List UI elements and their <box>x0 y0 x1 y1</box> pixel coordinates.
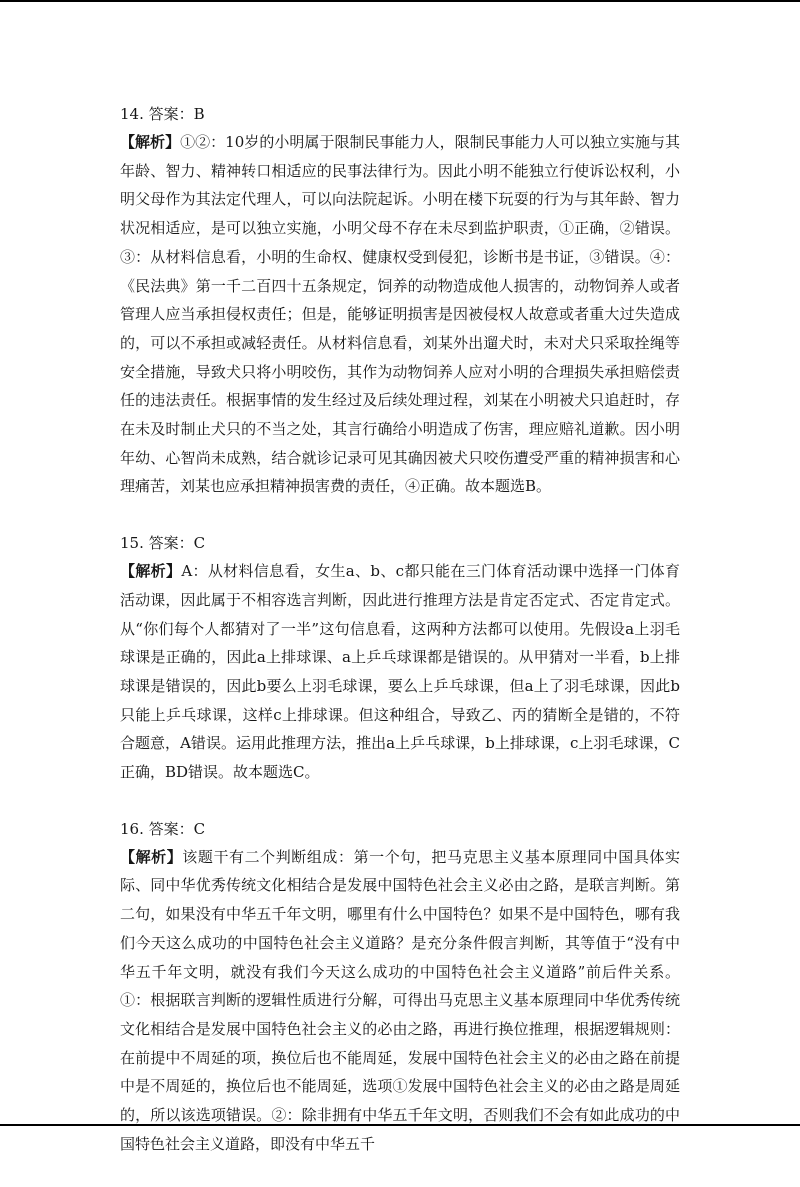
answer-line: 16. 答案：C <box>120 819 206 838</box>
analysis-text: ①②：10岁的小明属于限制民事能力人，限制民事能力人可以独立实施与其年龄、智力、精神转口相适应的民事法律行为。因此小明不能独立行使诉讼权利，小明父母作为其法定代理人，可以向法院起诉。小明在楼下玩耍的行为与其年龄、智力状况相适应，是可以独立实施，小明父母不存在未尽到监护职责，①正确，②错误。③：从材料信息看，小明的生命权、健康权受到侵犯，诊断书是书证，③错误。④：《民法典》第一千二百四十五条规定，饲养的动物造成他人损害的，动物饲养人或者管理人应当承担侵权责任；但是，能够证明损害是因被侵权人故意或者重大过失造成的，可以不承担或减轻责任。从材料信息看，刘某外出遛犬时，未对犬只采取拴绳等安全措施，导致犬只将小明咬伤，其作为动物饲养人应对小明的合理损失承担赔偿责任的违法责任。根据事情的发生经过及后续处理过程，刘某在小明被犬只追赶时，存在未及时制止犬只的不当之处，其言行确给小明造成了伤害，理应赔礼道歉。因小明年幼、心智尚未成熟，结合就诊记录可见其确因被犬只咬伤遭受严重的精神损害和心理痛苦，刘某也应承担精神损害费的责任，④正确。故本题选B。 <box>120 133 680 496</box>
analysis-paragraph <box>120 843 680 1159</box>
analysis-tag: 【解析】 <box>120 847 183 866</box>
bottom-border-rule <box>0 1124 800 1126</box>
analysis-text: A：从材料信息看，女生a、b、c都只能在三门体育活动课中选择一门体育活动课，因此属于不相容选言判断，因此进行推理方法是肯定否定式、否定肯定式。从“你们每个人都猜对了一半”这句信息看，这两种方法都可以使用。先假设a上羽毛球课是正确的，因此a上排球课、a上乒乓球课都是错误的。从甲猜对一半看，b上排球课是错误的，因此b要么上羽毛球课，要么上乒乓球课，但a上了羽毛球课，因此b只能上乒乓球课，这样c上排球课。但这种组合，导致乙、丙的猜断全是错的，不符合题意，A错误。运用此推理方法，推出a上乒乓球课，b上排球课，c上羽毛球课，C正确，BD错误。故本题选C。 <box>120 562 680 782</box>
analysis-tag: 【解析】 <box>120 133 181 151</box>
top-border-rule <box>0 0 800 2</box>
answer-key-page <box>120 100 680 1187</box>
analysis-tag: 【解析】 <box>120 562 182 581</box>
question-14 <box>120 100 680 501</box>
analysis-paragraph <box>120 557 680 787</box>
answer-line: 15. 答案：C <box>120 534 206 553</box>
question-16 <box>120 815 680 1159</box>
analysis-paragraph <box>120 128 680 501</box>
question-15 <box>120 529 680 787</box>
answer-line: 14. 答案：B <box>120 105 205 123</box>
analysis-text: 该题干有二个判断组成：第一个句，把马克思主义基本原理同中国具体实际、同中华优秀传统文化相结合是发展中国特色社会主义必由之路，是联言判断。第二句，如果没有中华五千年文明，哪里有什么中国特色？如果不是中国特色，哪有我们今天这么成功的中国特色社会主义道路？是充分条件假言判断，其等值于“没有中华五千年文明，就没有我们今天这么成功的中国特色社会主义道路”前后件关系。①：根据联言判断的逻辑性质进行分解，可得出马克思主义基本原理同中华优秀传统文化相结合是发展中国特色社会主义的必由之路，再进行换位推理，根据逻辑规则：在前提中不周延的项，换位后也不能周延，发展中国特色社会主义的必由之路在前提中是不周延的，换位后也不能周延，选项①发展中国特色社会主义的必由之路是周延的，所以该选项错误。②：除非拥有中华五千年文明，否则我们不会有如此成功的中国特色社会主义道路，即没有中华五千 <box>120 847 680 1153</box>
